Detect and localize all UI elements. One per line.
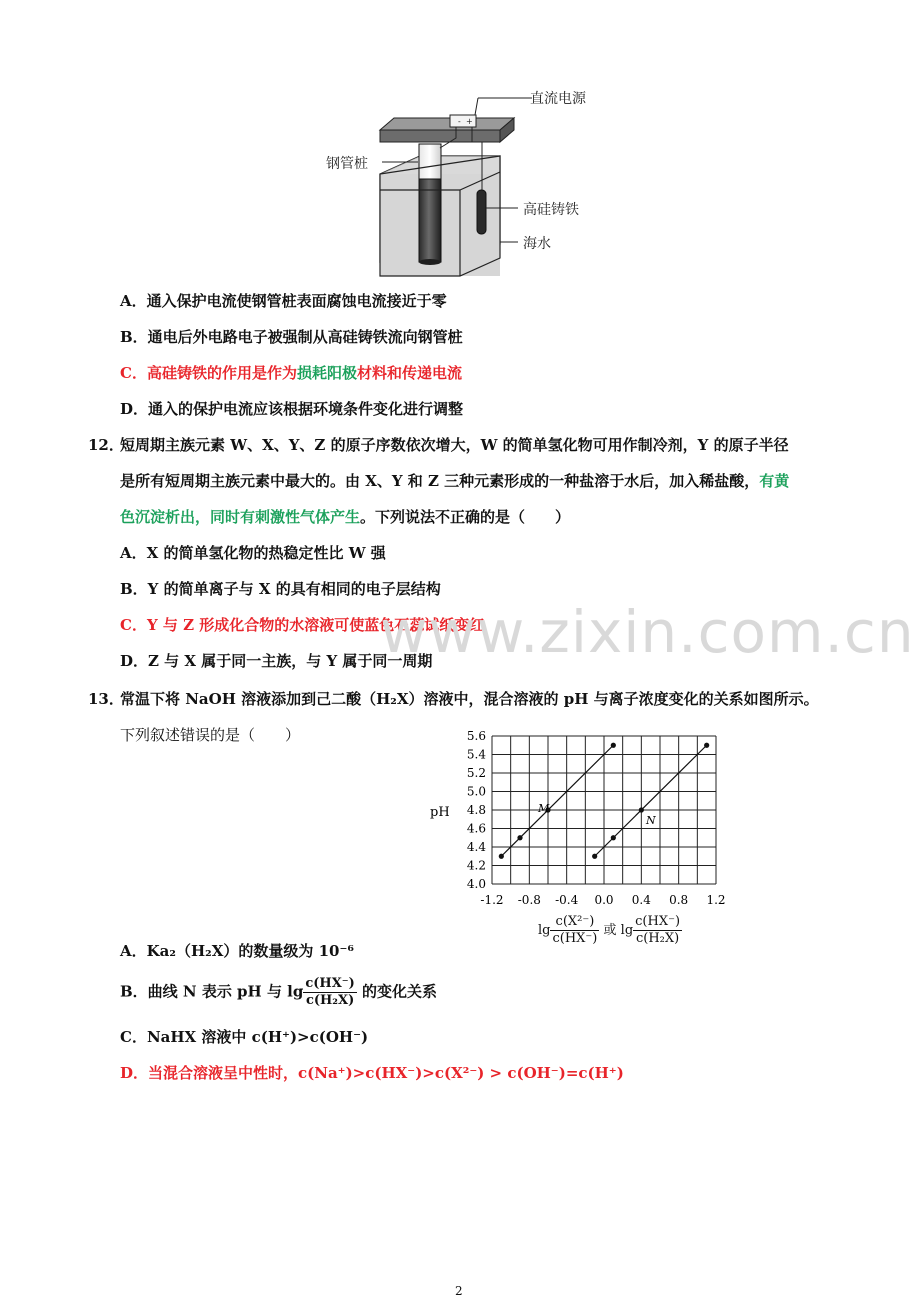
x-axis-frac1-den: c(HX⁻) [552,931,598,946]
label-steel-pipe: 钢管桩 [326,156,368,172]
q12-stem-line3-text: 。下列说法不正确的是（ ） [360,508,571,526]
page-number: 2 [455,1284,463,1298]
q13-option-a: A．Ka₂（H₂X）的数量级为 10⁻⁶ [120,942,354,960]
chart-grid [492,736,716,884]
data-point-m [517,835,522,840]
q12-option-a: A．X 的简单氢化物的热稳定性比 W 强 [120,544,386,562]
q12-stem-highlight-a: 有黄 [759,472,790,490]
data-point-n [592,854,597,859]
y-tick-label: 5.0 [466,784,486,799]
q12-option-c: C．Y 与 Z 形成化合物的水溶液可使蓝色石蕊试纸变红 [120,616,485,634]
q12-stem-line1: 短周期主族元素 W、X、Y、Z 的原子序数依次增大，W 的简单氢化物可用作制冷剂，Y 的原子半径 [120,436,789,454]
y-tick-label: 5.6 [466,729,486,743]
q11-option-d: D．通入的保护电流应该根据环境条件变化进行调整 [120,400,464,418]
q11-option-c-text2: 材料和传递电流 [356,364,462,382]
y-tick-label: 5.4 [466,747,486,762]
x-axis-lg-1: lg [538,923,551,938]
x-axis-fraction-2 [633,914,682,947]
y-axis-label: pH [430,805,450,820]
q12-number: 12． [88,436,124,454]
q13-option-b-fraction [303,976,356,1009]
q13-option-b [120,976,437,1009]
q13-option-b-post: 的变化关系 [356,982,438,1001]
data-point-m [611,743,616,748]
x-axis-frac1-num: c(X²⁻) [550,914,599,931]
x-tick-label: 1.2 [706,893,726,907]
q11-option-b: B．通电后外电路电子被强制从高硅铸铁流向钢管桩 [120,328,463,346]
x-axis-frac2-num: c(HX⁻) [635,914,681,929]
series-label-m: M [538,802,550,815]
high-silicon-iron-rod [477,190,486,234]
series-line-n [595,745,707,856]
q12-option-b: B．Y 的简单离子与 X 的具有相同的电子层结构 [120,580,441,598]
label-high-silicon-iron: 高硅铸铁 [523,202,579,218]
q13-option-b-pre: B．曲线 N 表示 pH 与 lg [120,982,304,1001]
y-tick-label: 4.6 [466,821,486,836]
q13-option-b-den: c(H₂X) [305,993,355,1008]
x-tick-label: 0.0 [594,893,614,907]
q11-option-c-highlight: 损耗阳极 [296,364,357,382]
series-label-n: N [646,814,656,827]
q13-option-d: D．当混合溶液呈中性时，c(Na⁺)>c(HX⁻)>c(X²⁻) > c(OH⁻)=c(H⁺) [120,1064,624,1082]
data-point-m [499,854,504,859]
top-plate [380,118,514,130]
y-tick-label: 4.2 [466,858,486,873]
apparatus-diagram [300,82,630,282]
y-tick-label: 4.4 [466,840,486,854]
q13-stem-line1: 常温下将 NaOH 溶液添加到己二酸（H₂X）溶液中，混合溶液的 pH 与离子浓度变化的关系如图所示。 [120,690,819,708]
x-tick-label: -0.8 [517,893,541,907]
x-axis-label [538,914,682,947]
chart-ticks [467,729,726,907]
q12-stem-highlight-b: 色沉淀析出，同时有刺激性气体产生 [120,508,361,526]
x-axis-frac2-den: c(H₂X) [635,931,680,946]
x-tick-label: -1.2 [480,893,504,907]
label-dc-power: 直流电源 [530,91,586,107]
x-axis-or: 或 [603,923,617,938]
data-point-n [639,807,644,812]
q13-option-c: C．NaHX 溶液中 c(H⁺)>c(OH⁻) [120,1028,369,1046]
label-sea-water: 海水 [523,236,551,252]
q13-number: 13． [88,690,124,708]
x-tick-label: 0.4 [631,893,651,907]
svg-text:-: - [458,117,461,126]
y-tick-label: 4.0 [466,877,486,891]
data-point-n [611,835,616,840]
data-point-n [704,743,709,748]
q11-option-c-text1: C．高硅铸铁的作用是作为 [120,364,297,382]
x-axis-lg-2: lg [620,923,634,938]
x-tick-label: 0.8 [669,893,689,907]
q11-option-a: A．通入保护电流使钢管桩表面腐蚀电流接近于零 [120,292,447,310]
svg-text:+: + [466,117,473,126]
q12-stem-line2-text: 是所有短周期主族元素中最大的。由 X、Y 和 Z 三种元素形成的一种盐溶于水后，加入稀盐酸， [120,472,760,490]
watermark: www.zixin.com.cn [380,598,915,666]
q13-stem-line2: 下列叙述错误的是（ ） [120,726,301,744]
x-tick-label: -0.4 [555,893,579,907]
series-line-m [501,745,613,856]
q13-option-b-num: c(HX⁻) [305,976,355,991]
y-tick-label: 5.2 [466,766,486,780]
x-axis-fraction-1 [550,914,599,947]
q12-stem-line3 [120,506,570,527]
q12-option-d: D．Z 与 X 属于同一主族，与 Y 属于同一周期 [120,652,433,670]
q11-option-c [120,362,462,383]
q12-stem-line2 [120,470,789,491]
y-tick-label: 4.8 [466,803,486,817]
